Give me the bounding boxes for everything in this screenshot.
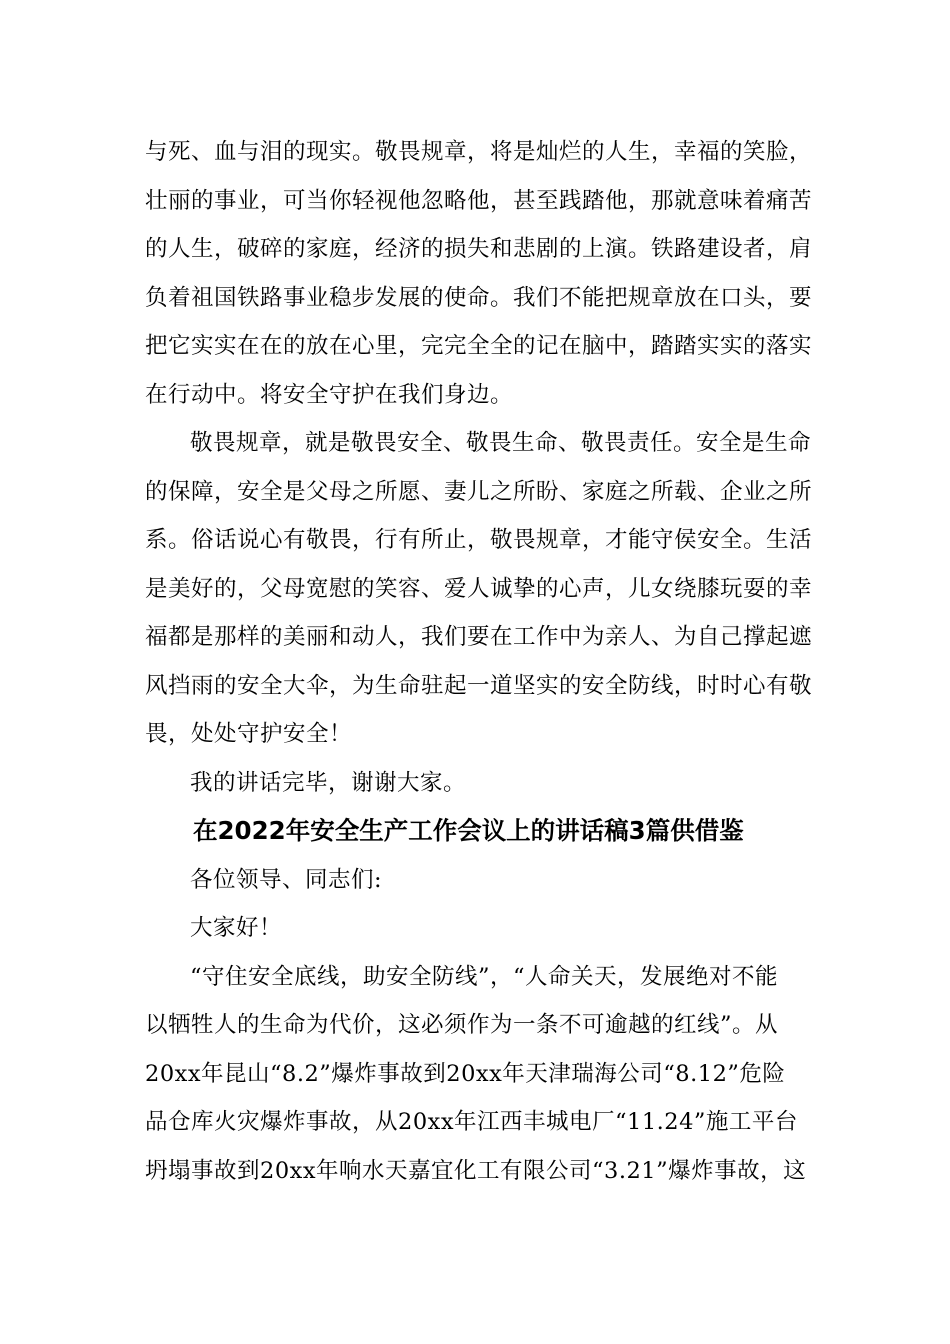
paragraph-line: 与死、血与泪的现实。敬畏规章，将是灿烂的人生，幸福的笑脸， <box>145 139 813 165</box>
paragraph-line: 敬畏规章，就是敬畏安全、敬畏生命、敬畏责任。安全是生命 <box>190 430 812 456</box>
paragraph-4 <box>145 953 805 1196</box>
paragraph-line: 以牺牲人的生命为代价，这必须作为一条不可逾越的红线”。从 <box>145 1012 779 1038</box>
paragraph-line: 畏，处处守护安全！ <box>145 721 353 747</box>
paragraph-line: “守住安全底线，助安全防线”，“人命关天，发展绝对不能 <box>190 963 779 990</box>
greeting: 大家好！ <box>190 915 283 941</box>
paragraph-line: 是美好的，父母宽慰的笑容、爱人诚挚的心声，儿女绕膝玩耍的幸 <box>145 575 813 602</box>
paragraph-line: 品仓库火灾爆炸事故，从20xx年江西丰城电厂“11.24”施工平台 <box>145 1109 798 1135</box>
paragraph-line: 在行动中。将安全守护在我们身边。 <box>145 381 514 408</box>
document-body <box>145 128 813 1195</box>
paragraph-line: 把它实实在在的放在心里，完完全全的记在脑中，踏踏实实的落实 <box>145 333 813 359</box>
section-title: 在2022年安全生产工作会议上的讲话稿3篇供借鉴 <box>193 816 744 845</box>
paragraph-line: 负着祖国铁路事业稳步发展的使命。我们不能把规章放在口头，要 <box>145 284 813 311</box>
paragraph-line: 系。俗话说心有敬畏，行有所止，敬畏规章，才能守侯安全。生活 <box>145 527 813 553</box>
paragraph-line: 的保障，安全是父母之所愿、妻儿之所盼、家庭之所载、企业之所 <box>145 478 813 505</box>
closing-remark: 我的讲话完毕，谢谢大家。 <box>190 769 467 796</box>
paragraph-line: 壮丽的事业，可当你轻视他忽略他，甚至践踏他，那就意味着痛苦 <box>145 187 813 214</box>
paragraph-line: 福都是那样的美丽和动人，我们要在工作中为亲人、为自己撑起遮 <box>145 624 813 650</box>
paragraph-2 <box>145 419 813 759</box>
paragraph-line: 风挡雨的安全大伞，为生命驻起一道坚实的安全防线，时时心有敬 <box>145 672 813 699</box>
paragraph-1 <box>145 128 813 419</box>
paragraph-line: 的人生，破碎的家庭，经济的损失和悲剧的上演。铁路建设者，肩 <box>145 236 813 262</box>
paragraph-line: 坍塌事故到20xx年响水天嘉宜化工有限公司“3.21”爆炸事故，这 <box>145 1157 807 1184</box>
salutation: 各位领导、同志们: <box>190 866 383 893</box>
paragraph-line: 20xx年昆山“8.2”爆炸事故到20xx年天津瑞海公司“8.12”危险 <box>145 1060 786 1087</box>
